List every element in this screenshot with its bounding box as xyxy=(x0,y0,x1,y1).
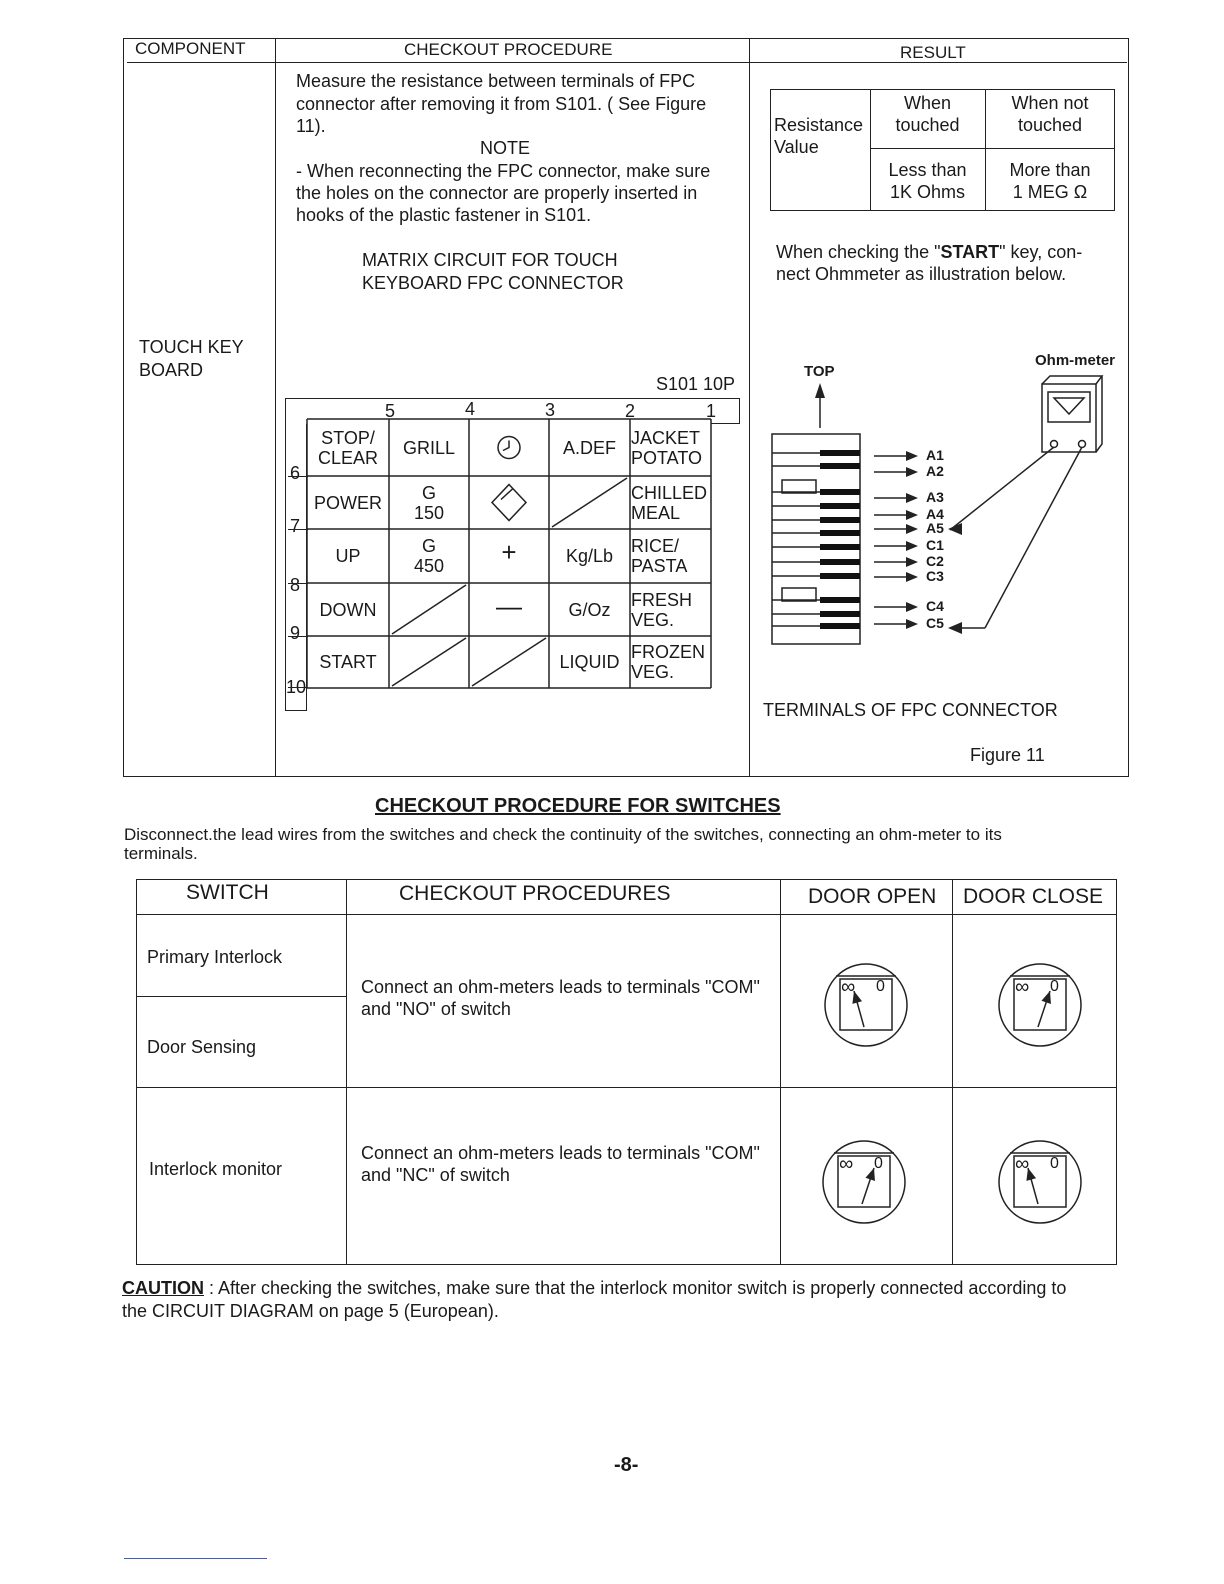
zero-symbol: 0 xyxy=(1050,1155,1059,1172)
infinity-symbol: ∞ xyxy=(1015,1153,1030,1175)
terminal-label: C1 xyxy=(926,537,944,553)
not-touched-value: More than 1 MEG Ω xyxy=(1009,160,1091,202)
header-component: COMPONENT xyxy=(135,39,246,58)
matrix-key-label: G/Oz xyxy=(568,599,611,620)
terminal-label: A5 xyxy=(926,520,944,536)
column-number: 4 xyxy=(465,399,476,419)
switch-procedure-line-2: and "NO" of switch xyxy=(361,999,511,1019)
top-label: TOP xyxy=(804,363,835,380)
terminal-label: C2 xyxy=(926,553,944,569)
infinity-symbol: ∞ xyxy=(839,1153,854,1175)
matrix-key-label: — xyxy=(496,590,522,621)
switch-procedure-line-2: and "NC" of switch xyxy=(361,1165,510,1185)
row-number: 8 xyxy=(290,575,301,595)
matrix-key-label: DOWN xyxy=(319,599,377,620)
matrix-key-label: POWER xyxy=(313,492,382,513)
switch-procedure-line-1: Connect an ohm-meters leads to terminals "COM" xyxy=(361,1143,760,1163)
matrix-key-label: G 150 xyxy=(413,482,445,523)
matrix-title-line-1: MATRIX CIRCUIT FOR TOUCH xyxy=(362,250,618,270)
row-number: 10 xyxy=(286,677,307,697)
matrix-key-label: START xyxy=(319,652,377,672)
switch-procedure-line-1: Connect an ohm-meters leads to terminals "COM" xyxy=(361,977,760,997)
touched-value: Less than 1K Ohms xyxy=(888,160,967,202)
switch-intro-line-1: Disconnect.the lead wires from the switches and check the continuity of the switches, connecting an ohm-meter to its xyxy=(124,825,1002,844)
matrix-key-label: JACKET POTATO xyxy=(631,427,703,468)
column-number: 2 xyxy=(625,401,636,421)
caution-line-2: the CIRCUIT DIAGRAM on page 5 (European). xyxy=(122,1301,499,1321)
zero-symbol: 0 xyxy=(1050,978,1059,995)
terminal-label: C4 xyxy=(926,598,944,614)
matrix-key-label: FRESH VEG. xyxy=(631,589,693,630)
zero-symbol: 0 xyxy=(874,1155,883,1172)
terminals-caption: TERMINALS OF FPC CONNECTOR xyxy=(763,700,1058,720)
terminal-label: A4 xyxy=(926,506,944,522)
row-number: 9 xyxy=(290,623,301,643)
caution-text: : After checking the switches, make sure that the interlock monitor switch is properly connected according to xyxy=(204,1278,1067,1298)
matrix-key-label: Kg/Lb xyxy=(565,546,614,566)
component-name: TOUCH KEY BOARD xyxy=(139,337,244,380)
note-line-3: hooks of the plastic fastener in S101. xyxy=(296,205,592,225)
matrix-key-label: CHILLED MEAL xyxy=(631,482,708,523)
switch-intro-line-2: terminals. xyxy=(124,844,198,863)
terminal-label: A1 xyxy=(926,447,944,463)
infinity-symbol: ∞ xyxy=(841,976,856,998)
row-number: 7 xyxy=(290,516,301,536)
header-checkout-procedures: CHECKOUT PROCEDURES xyxy=(399,882,671,905)
header-result: RESULT xyxy=(900,43,966,62)
column-number: 3 xyxy=(545,400,556,420)
start-note-text: When checking the " xyxy=(776,242,941,262)
switch-name-primary-interlock: Primary Interlock xyxy=(147,947,283,967)
note-line-1: - When reconnecting the FPC connector, make sure xyxy=(296,161,711,181)
caution-label: CAUTION xyxy=(122,1278,204,1298)
switch-name-interlock-monitor: Interlock monitor xyxy=(149,1159,283,1179)
terminal-label: A3 xyxy=(926,489,944,505)
switch-section-title: CHECKOUT PROCEDURE FOR SWITCHES xyxy=(375,795,781,817)
header-switch: SWITCH xyxy=(186,881,269,904)
matrix-key-label: G 450 xyxy=(413,536,445,576)
switch-name-door-sensing: Door Sensing xyxy=(147,1037,257,1057)
footer-rule xyxy=(124,1558,267,1559)
column-number: 5 xyxy=(385,401,396,421)
start-note-line-2: nect Ohmmeter as illustration below. xyxy=(776,264,1067,284)
when-not-touched-header: When not touched xyxy=(1011,93,1089,135)
page-number: -8- xyxy=(614,1454,639,1476)
when-touched-header: When touched xyxy=(895,93,960,135)
note-title: NOTE xyxy=(480,138,531,158)
matrix-key-label: RICE/ PASTA xyxy=(631,536,688,576)
caution-line-1 xyxy=(122,1277,1066,1299)
start-note-key: START xyxy=(940,242,1000,262)
resistance-row-label: Resistance Value xyxy=(774,115,864,157)
header-door-open: DOOR OPEN xyxy=(808,885,937,908)
terminal-label: C5 xyxy=(926,615,944,631)
connector-label: S101 10P xyxy=(656,374,736,394)
procedure-line-3: 11). xyxy=(296,116,326,136)
note-line-2: the holes on the connector are properly inserted in xyxy=(296,183,698,203)
matrix-key-label: A.DEF xyxy=(562,437,616,458)
figure-caption: Figure 11 xyxy=(970,745,1045,765)
matrix-key-label: FROZEN VEG. xyxy=(631,642,705,682)
header-door-close: DOOR CLOSE xyxy=(963,885,1104,908)
matrix-key-label: STOP/ CLEAR xyxy=(317,427,379,468)
zero-symbol: 0 xyxy=(876,978,885,995)
ohmmeter-label: Ohm-meter xyxy=(1035,352,1116,369)
header-checkout-procedure: CHECKOUT PROCEDURE xyxy=(404,40,613,59)
matrix-key-label: UP xyxy=(335,546,361,566)
matrix-key-label: GRILL xyxy=(402,437,456,458)
matrix-key-label: + xyxy=(501,537,517,567)
matrix-title-line-2: KEYBOARD FPC CONNECTOR xyxy=(362,273,624,293)
column-number: 1 xyxy=(706,401,717,421)
procedure-line-1: Measure the resistance between terminals of FPC xyxy=(296,71,696,91)
procedure-line-2: connector after removing it from S101. ( See Figure xyxy=(296,94,707,114)
terminal-label: C3 xyxy=(926,568,944,584)
terminal-label: A2 xyxy=(926,463,944,479)
matrix-key-label: LIQUID xyxy=(559,652,620,672)
infinity-symbol: ∞ xyxy=(1015,976,1030,998)
start-note-text: " key, con- xyxy=(999,242,1083,262)
row-number: 6 xyxy=(290,463,301,483)
